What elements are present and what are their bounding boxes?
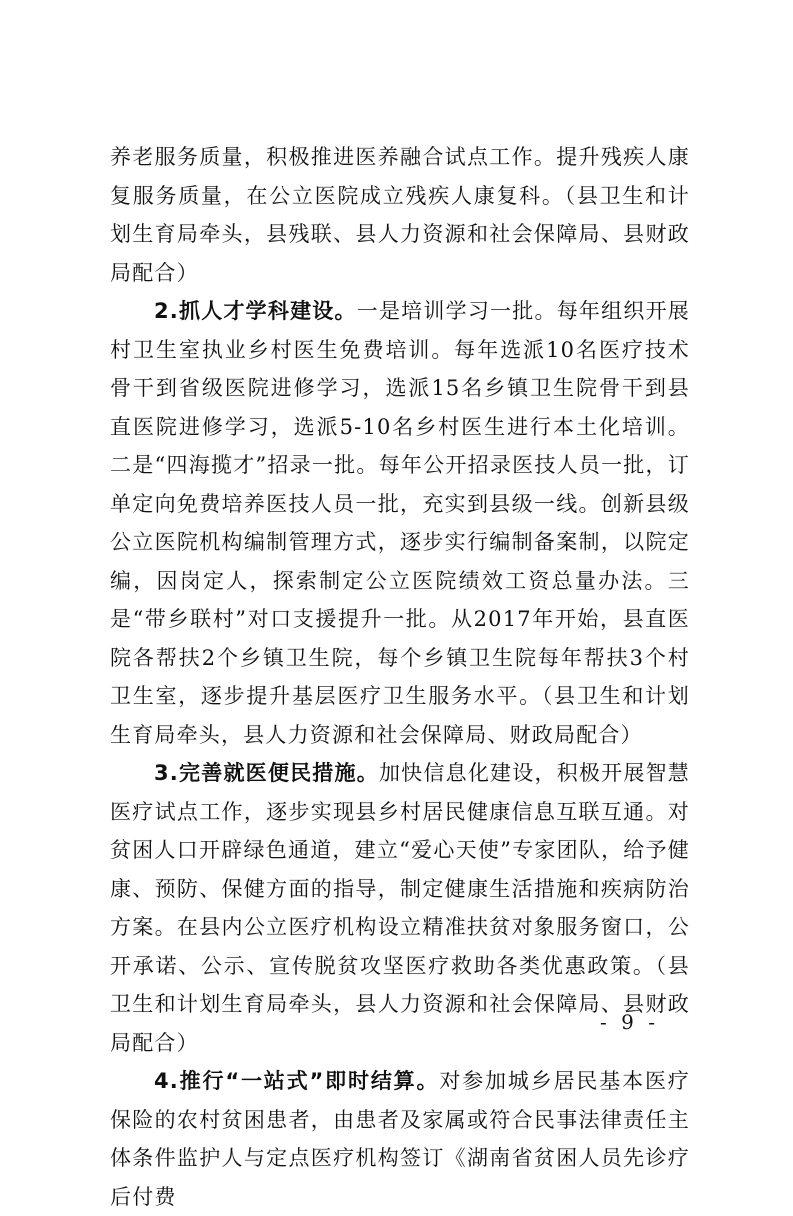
section-body: 对参加城乡居民基本医疗保险的农村贫困患者，由患者及家属或符合民事法律责任主体条件监护人与定点医疗机构签订《湖南省贫困人员先诊疗后付费 (110, 1069, 690, 1209)
section-heading: 3.完善就医便民措施。 (154, 761, 379, 785)
section-settlement (110, 1062, 690, 1216)
intro-text: 养老服务质量，积极推进医养融合试点工作。提升残疾人康复服务质量，在公立医院成立残疾人康复科。（县卫生和计划生育局牵头，县残联、县人力资源和社会保障局、县财政局配合） (110, 145, 690, 285)
section-body: 加快信息化建设，积极开展智慧医疗试点工作，逐步实现县乡村居民健康信息互联互通。对贫困人口开辟绿色通道，建立“爱心天使”专家团队，给予健康、预防、保健方面的指导，制定健康生活措施和疾病防治方案。在县内公立医疗机构设立精准扶贫对象服务窗口，公开承诺、公示、宣传脱贫攻坚医疗救助各类优惠政策。（县卫生和计划生育局牵头，县人力资源和社会保障局、县财政局配合） (110, 761, 690, 1055)
section-heading: 4.推行“一站式”即时结算。 (154, 1069, 440, 1093)
section-body: 一是培训学习一批。每年组织开展村卫生室执业乡村医生免费培训。每年选派10名医疗技术骨干到省级医院进修学习，选派15名乡镇卫生院骨干到县直医院进修学习，选派5-10名乡村医生进行本土化培训。二是“四海揽才”招录一批。每年公开招录医技人员一批，订单定向免费培养医技人员一批，充实到县级一线。创新县级公立医院机构编制管理方式，逐步实行编制备案制，以院定编，因岗定人，探索制定公立医院绩效工资总量办法。三是“带乡联村”对口支援提升一批。从2017年开始，县直医院各帮扶2个乡镇卫生院，每个乡镇卫生院每年帮扶3个村卫生室，逐步提升基层医疗卫生服务水平。（县卫生和计划生育局牵头，县人力资源和社会保障局、财政局配合） (110, 299, 690, 747)
document-body (110, 138, 690, 1216)
intro-paragraph (110, 138, 690, 292)
section-heading: 2.抓人才学科建设。 (154, 299, 357, 323)
section-talent (110, 292, 690, 754)
page-number: - 9 - (600, 1010, 659, 1034)
